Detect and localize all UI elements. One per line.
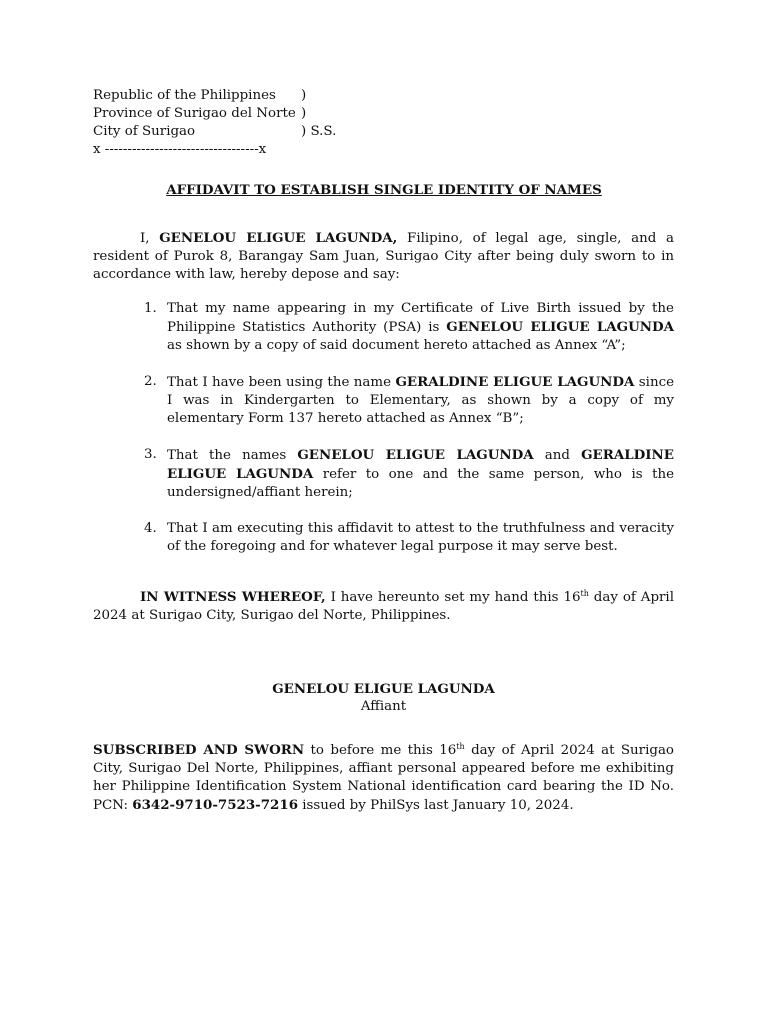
document-title: AFFIDAVIT TO ESTABLISH SINGLE IDENTITY OF NAMES [166, 182, 602, 198]
list-item: 2. That I have been using the name GERALDINE ELIGUE LAGUNDA since I was in Kindergarten to Elementary, as shown by a copy of my elementary Form 137 hereto attached as Annex “B”; [144, 374, 674, 426]
signature-name: GENELOU ELIGUE LAGUNDA [272, 681, 495, 697]
venue-line-republic: Republic of the Philippines ) [93, 88, 307, 103]
list-item: 1. That my name appearing in my Certificate of Live Birth issued by the Philippine Statistics Authority (PSA) is GENELOU ELIGUE LAGUNDA as shown by a copy of said document hereto attached as Annex “A”; [144, 301, 674, 353]
statement-list [93, 300, 674, 574]
venue-line-province: Province of Surigao del Norte ) [93, 106, 307, 121]
affiant-name: GENELOU ELIGUE LAGUNDA, [159, 230, 398, 246]
signature-role: Affiant [360, 699, 407, 714]
list-item: 3. That the names GENELOU ELIGUE LAGUNDA and GERALDINE ELIGUE LAGUNDA refer to one and the same person, who is the undersigned/affiant herein; [144, 447, 674, 500]
witness-paragraph: IN WITNESS WHEREOF, I have hereunto set my hand this 16th day of April 2024 at Surigao City, Surigao del Norte, Philippines. [93, 589, 674, 623]
venue-line-city: City of Surigao ) S.S. [93, 124, 337, 139]
intro-paragraph: I, GENELOU ELIGUE LAGUNDA, Filipino, of legal age, single, and a resident of Purok 8, Barangay Sam Juan, Surigao City after being duly sworn to in accordance with law, hereby depose and say: [93, 230, 674, 282]
list-item: 4. That I am executing this affidavit to attest to the truthfulness and veracity of the foregoing and for whatever legal purpose it may serve best. [144, 521, 674, 554]
id-number: 6342-9710-7523-7216 [132, 797, 299, 813]
signature-block [93, 680, 674, 716]
jurat-paragraph: SUBSCRIBED AND SWORN to before me this 16th day of April 2024 at Surigao City, Surigao Del Norte, Philippines, affiant personal appeared before me exhibiting her Philippine Identification System National identification card bearing the ID No. PCN: 6342-9710-7523-7216 issued by PhilSys last January 10, 2024. [93, 742, 674, 813]
venue-separator: x ----------------------------------x [93, 142, 267, 157]
venue-block [93, 87, 393, 159]
